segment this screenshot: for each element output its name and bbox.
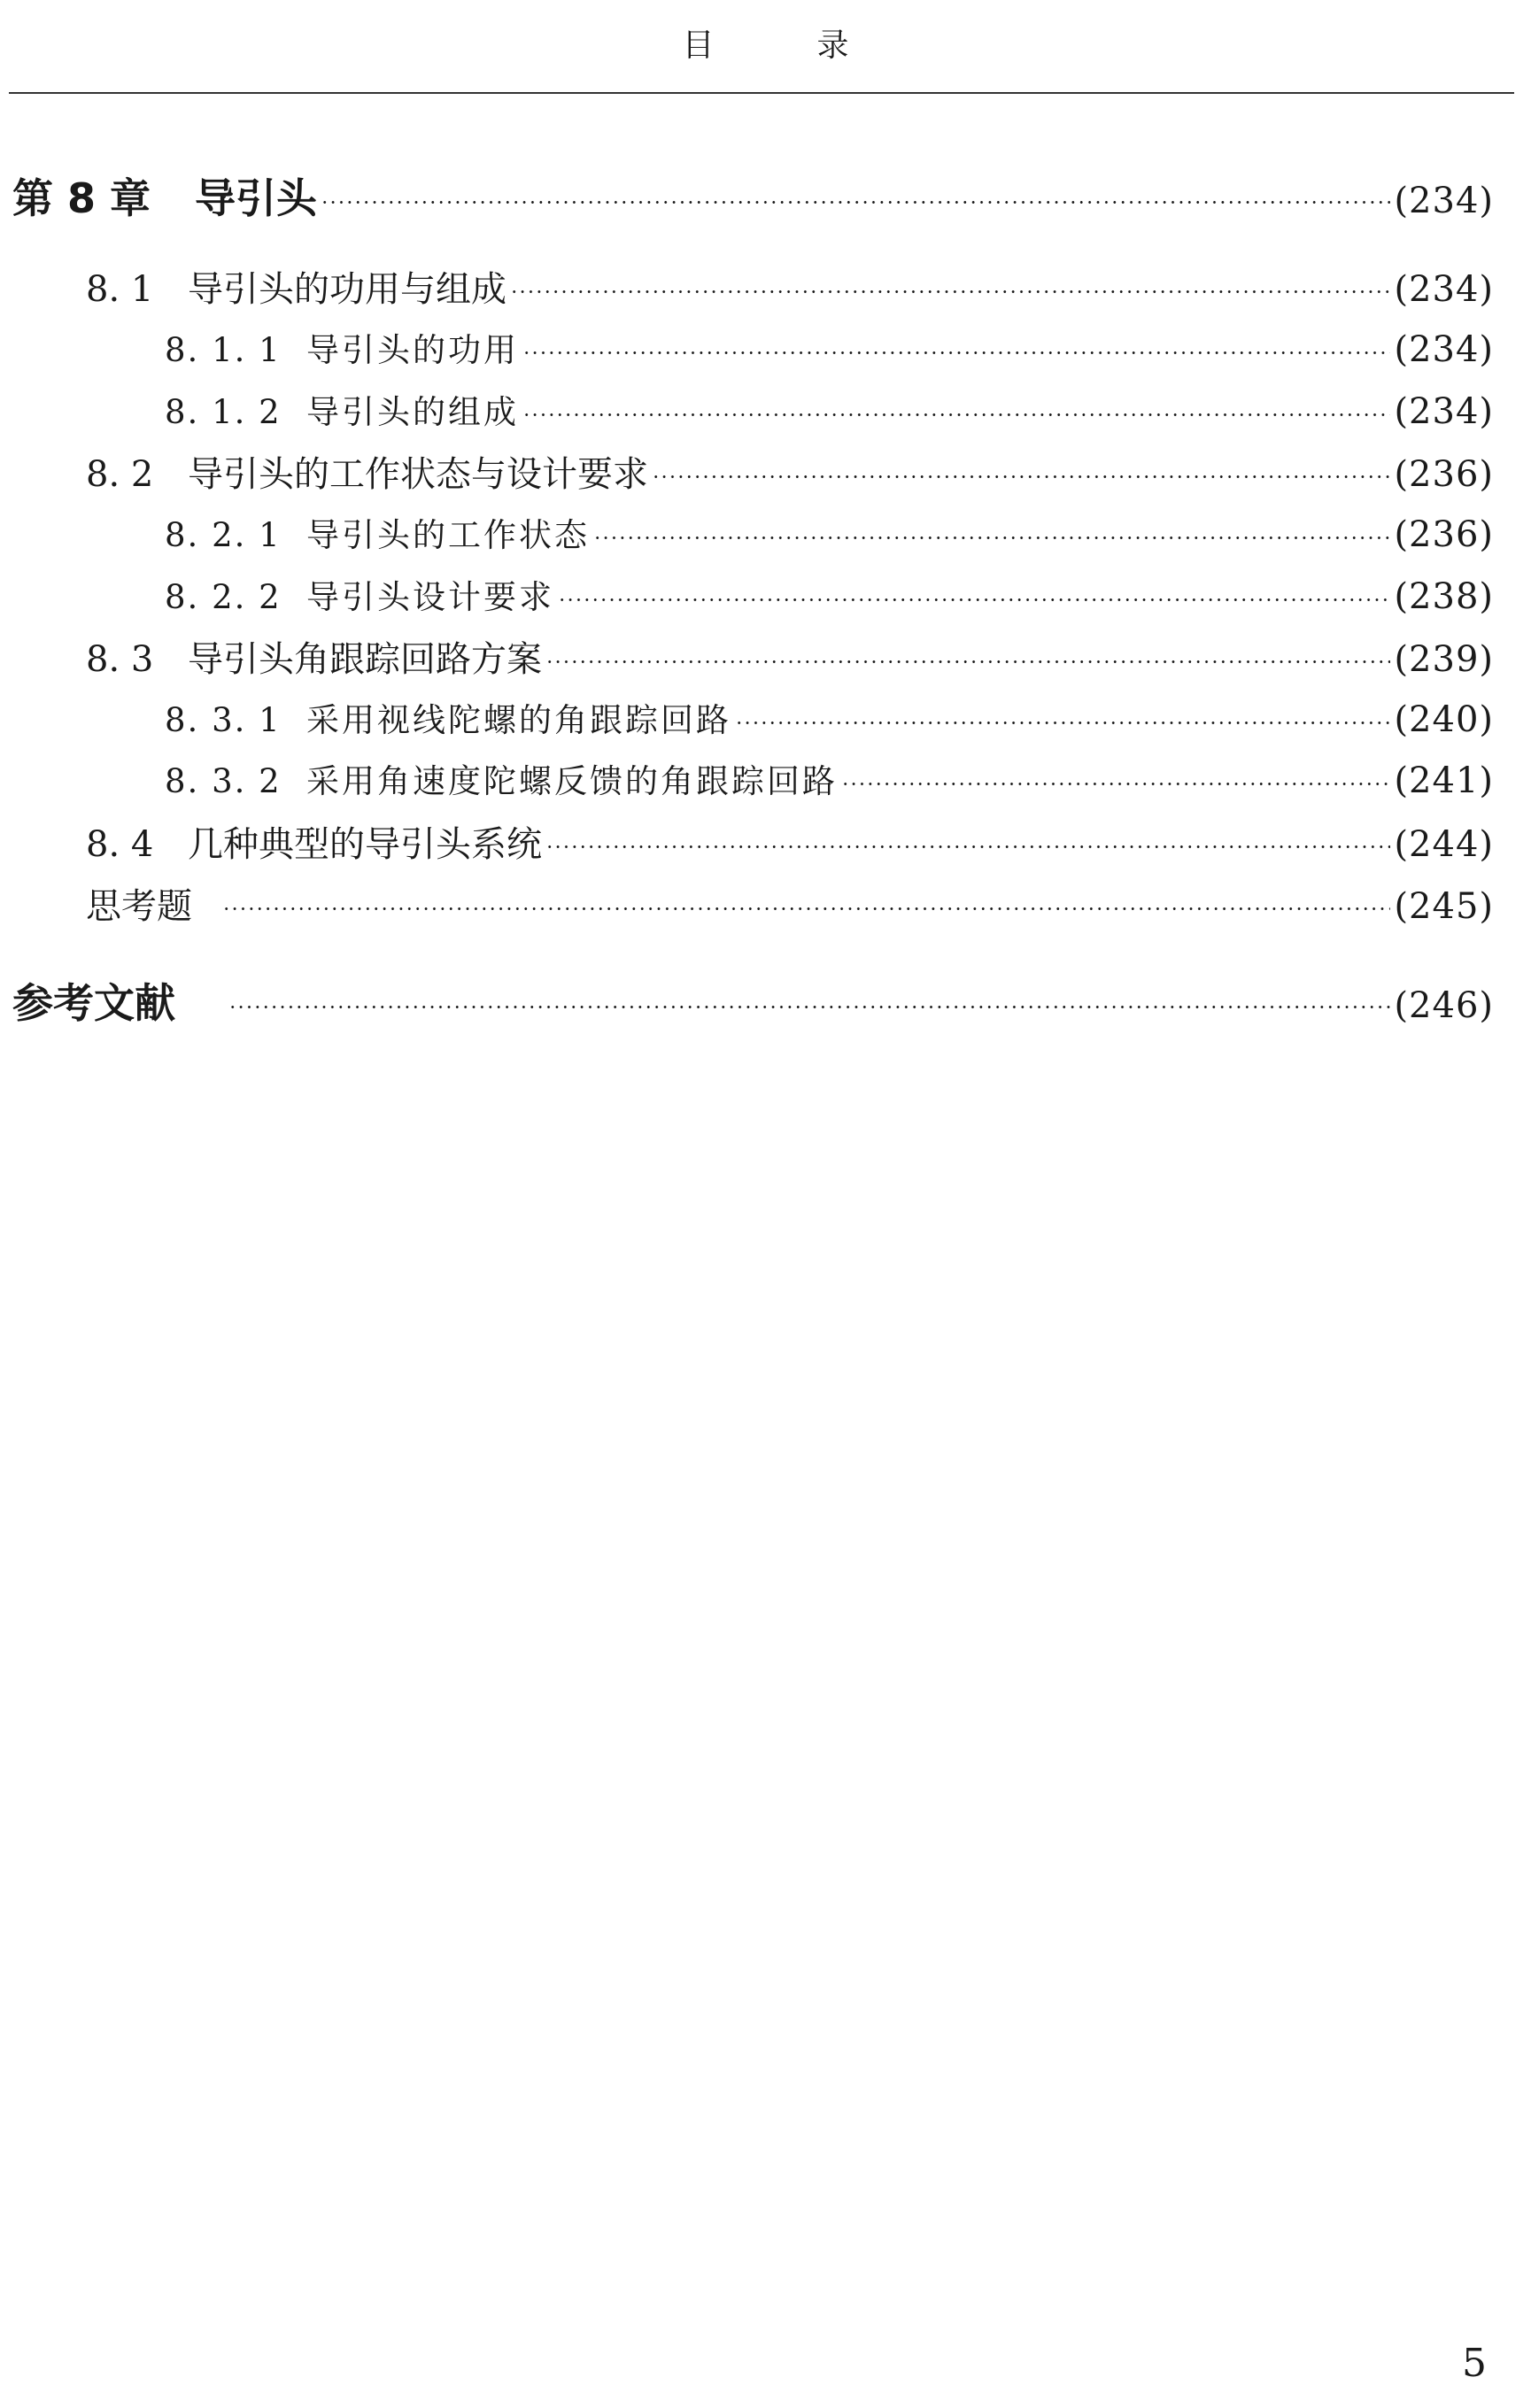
toc-section-title: 导引头角跟踪回路方案	[188, 639, 542, 680]
toc-references[interactable]	[12, 971, 1494, 1030]
toc-section-number: 8. 3	[86, 639, 154, 680]
toc-section-8-2[interactable]	[86, 446, 1494, 497]
toc-page-number: (238)	[1394, 576, 1494, 617]
toc-subsection-8-2-2[interactable]	[165, 570, 1494, 618]
toc-review-questions[interactable]	[86, 878, 1494, 929]
toc-subsection-title: 采用视线陀螺的角跟踪回路	[306, 701, 731, 739]
toc-chapter-title: 导引头	[195, 174, 317, 222]
toc-dot-leader	[841, 760, 1390, 792]
toc-dot-leader	[222, 883, 1390, 918]
toc-subsection-8-2-1[interactable]	[165, 508, 1494, 556]
toc-dot-leader	[522, 390, 1390, 423]
toc-section-number: 8. 2	[86, 454, 154, 495]
toc-subsection-number: 8. 3. 2	[165, 762, 282, 800]
toc-page-number: (240)	[1394, 699, 1494, 740]
toc-subsection-8-1-2[interactable]	[165, 385, 1494, 433]
toc-subsection-8-1-1[interactable]	[165, 323, 1494, 371]
toc-dot-leader	[545, 636, 1390, 671]
toc-page-number: (244)	[1394, 824, 1494, 865]
toc-subsection-title: 导引头设计要求	[306, 578, 554, 616]
toc-section-title: 几种典型的导引头系统	[188, 824, 542, 865]
toc-page-number: (236)	[1394, 514, 1494, 555]
toc-page-number: (236)	[1394, 454, 1494, 495]
toc-page-number: (234)	[1394, 181, 1494, 221]
toc-dot-leader	[321, 172, 1390, 212]
toc-dot-leader	[558, 575, 1390, 608]
toc-page-number: (239)	[1394, 639, 1494, 680]
toc-dot-leader	[510, 266, 1390, 301]
toc-subsection-title: 导引头的工作状态	[306, 516, 590, 554]
toc-section-number: 8. 1	[86, 269, 154, 310]
toc-section-8-1[interactable]	[86, 261, 1494, 312]
toc-subsection-number: 8. 2. 1	[165, 516, 282, 554]
toc-section-8-3[interactable]	[86, 631, 1494, 682]
toc-dot-leader	[652, 451, 1390, 486]
toc-subsection-8-3-1[interactable]	[165, 693, 1494, 741]
toc-references-title: 参考文献	[12, 979, 175, 1027]
toc-section-title: 思考题	[86, 886, 192, 927]
toc-section-8-4[interactable]	[86, 816, 1494, 867]
page-number: 5	[1462, 2341, 1487, 2386]
toc-dot-leader	[228, 976, 1390, 1017]
toc-subsection-number: 8. 2. 2	[165, 578, 282, 616]
toc-section-title: 导引头的功用与组成	[188, 269, 506, 310]
toc-page-number: (234)	[1394, 269, 1494, 310]
toc-subsection-8-3-2[interactable]	[165, 754, 1494, 802]
toc-dot-leader	[735, 698, 1390, 731]
toc-subsection-number: 8. 1. 2	[165, 393, 282, 431]
page-header-title: 目 录	[682, 27, 885, 64]
toc-page-number: (245)	[1394, 886, 1494, 927]
toc-chapter-8[interactable]	[12, 166, 1494, 225]
toc-section-number: 8. 4	[86, 824, 154, 865]
toc-subsection-title: 采用角速度陀螺反馈的角跟踪回路	[306, 762, 838, 800]
toc-dot-leader	[522, 328, 1390, 361]
toc-page-number: (246)	[1394, 985, 1494, 1026]
toc-dot-leader	[545, 821, 1390, 856]
toc-subsection-title: 导引头的功用	[306, 331, 519, 369]
toc-page-number: (234)	[1394, 329, 1494, 370]
toc-subsection-number: 8. 1. 1	[165, 331, 282, 369]
toc-page-number: (234)	[1394, 391, 1494, 432]
toc-page-number: (241)	[1394, 760, 1494, 801]
toc-dot-leader	[593, 513, 1390, 546]
toc-chapter-number: 第 8 章	[12, 174, 151, 222]
toc-section-title: 导引头的工作状态与设计要求	[188, 454, 648, 495]
toc-subsection-number: 8. 3. 1	[165, 701, 282, 739]
toc-subsection-title: 导引头的组成	[306, 393, 519, 431]
